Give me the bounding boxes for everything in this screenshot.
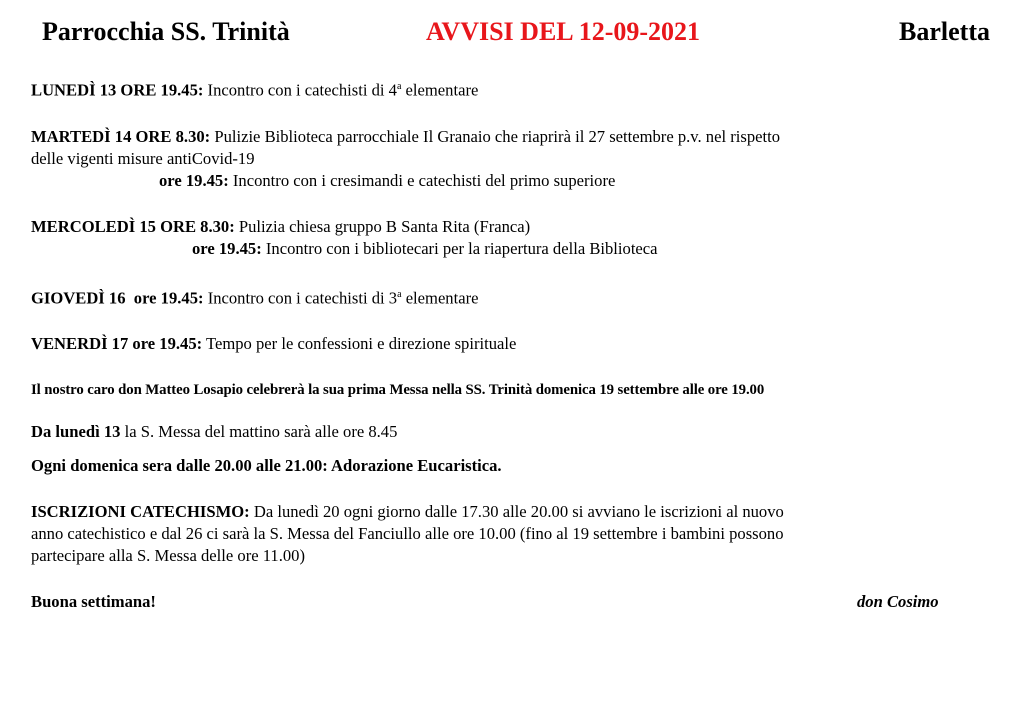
catechism-label: ISCRIZIONI CATECHISMO:: [31, 502, 250, 522]
notice-monday: [31, 76, 991, 102]
notice-day-label: LUNEDÌ 13 ORE 19.45:: [31, 80, 204, 100]
first-mass-announcement: Il nostro caro don Matteo Losapio celebrerà la sua prima Messa nella SS. Trinità domenica 19 settembre alle ore 19.00: [31, 382, 765, 399]
catechism-notice-cont: partecipare alla S. Messa delle ore 11.00): [31, 546, 305, 566]
notice-text: Incontro con i catechisti di 3: [203, 288, 398, 308]
notice-day-label: MERCOLEDÌ 15 ORE 8.30:: [31, 216, 235, 236]
notice-wednesday-evening: [31, 238, 991, 260]
ordinal-suffix: a: [397, 288, 402, 300]
notice-text: elementare: [401, 80, 479, 100]
notice-text: Tempo per le confessioni e direzione spirituale: [202, 334, 517, 354]
signature: don Cosimo: [857, 592, 939, 612]
city-name: Barletta: [899, 17, 990, 46]
notice-day-label: VENERDÌ 17 ore 19.45:: [31, 334, 203, 354]
notice-text: Incontro con i cresimandi e catechisti del primo superiore: [228, 170, 616, 190]
notice-time-label: ore 19.45:: [192, 238, 262, 258]
notice-time-label: ore 19.45:: [159, 170, 229, 190]
notice-text: Pulizie Biblioteca parrocchiale Il Granaio che riaprirà il 27 settembre p.v. nel rispetto: [210, 126, 780, 146]
adoration-notice: Ogni domenica sera dalle 20.00 alle 21.00: Adorazione Eucaristica.: [31, 456, 502, 476]
notice-tuesday-cont: delle vigenti misure antiCovid-19: [31, 148, 255, 168]
morning-mass-notice: [31, 421, 991, 443]
catechism-notice: [31, 501, 991, 523]
notices-body: [31, 76, 991, 613]
document-header: [0, 14, 1024, 50]
notice-text: elementare: [401, 288, 479, 308]
ordinal-suffix: a: [396, 81, 402, 92]
notice-text: Da lunedì 20 ogni giorno dalle 17.30 alle 20.00 si avviano le iscrizioni al nuovo: [249, 502, 784, 522]
document-title: AVVISI DEL 12-09-2021: [426, 17, 701, 46]
notice-text: Pulizia chiesa gruppo B Santa Rita (Franca): [234, 216, 531, 236]
notice-day-label: MARTEDÌ 14 ORE 8.30:: [31, 126, 211, 146]
closing-greeting: Buona settimana!: [31, 592, 156, 612]
notice-day-label: GIOVEDÌ 16 ore 19.45:: [31, 288, 204, 308]
catechism-notice-cont: anno catechistico e dal 26 ci sarà la S. Messa del Fanciullo alle ore 10.00 (fino al 19 settembre i bambini possono: [31, 524, 784, 544]
morning-mass-date: Da lunedì 13: [31, 422, 121, 442]
parish-name: Parrocchia SS. Trinità: [42, 17, 290, 46]
notice-thursday: [31, 284, 991, 310]
notice-text: la S. Messa del mattino sarà alle ore 8.45: [120, 422, 398, 442]
notice-text: Incontro con i bibliotecari per la riapertura della Biblioteca: [261, 238, 658, 258]
notice-tuesday-evening: [31, 170, 991, 192]
notice-tuesday: [31, 126, 991, 148]
notice-friday: [31, 333, 991, 355]
document-footer: [31, 591, 991, 613]
notice-text: Incontro con i catechisti di 4: [203, 80, 397, 100]
notice-wednesday: [31, 216, 991, 238]
